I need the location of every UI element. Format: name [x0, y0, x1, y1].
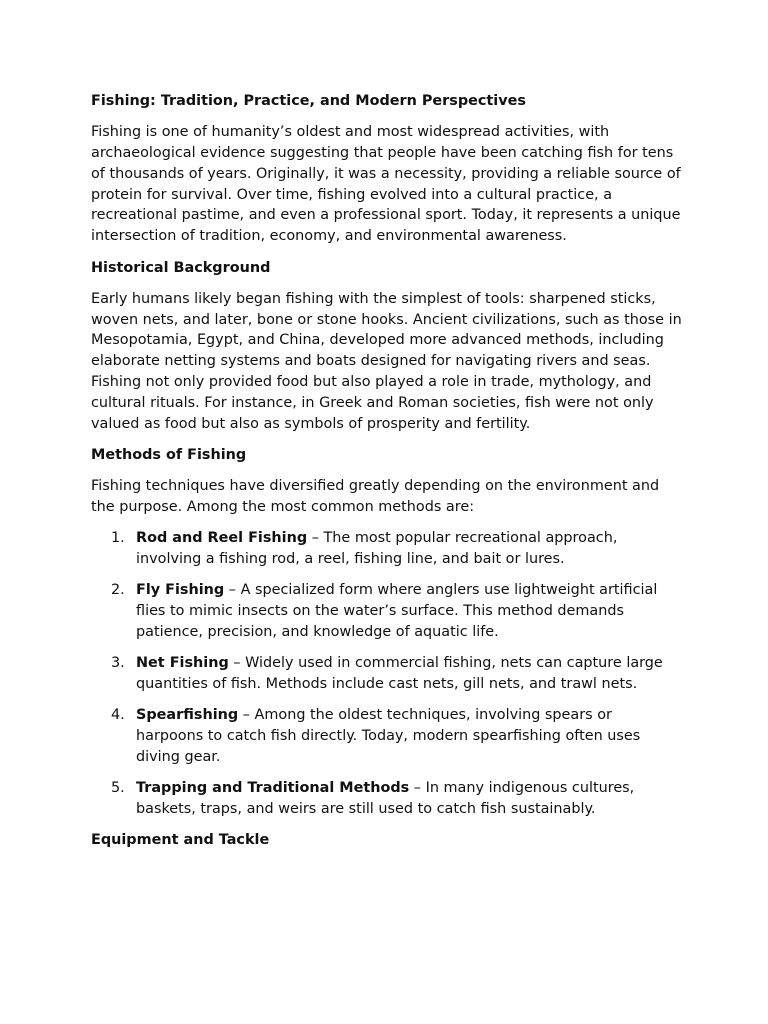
list-item-number: 2. [111, 582, 125, 599]
document-title: Fishing: Tradition, Practice, and Modern Perspectives [91, 93, 526, 109]
list-item-description: – In many indigenous cultures, baskets, traps, and weirs are still used to catch fish sustainably. [136, 780, 635, 818]
list-item [91, 528, 683, 570]
list-item-term: Spearfishing [136, 707, 239, 724]
list-item [91, 653, 683, 695]
list-item-term: Rod and Reel Fishing [136, 530, 308, 547]
history-paragraph: Early humans likely began fishing with the simplest of tools: sharpened sticks, woven nets, and later, bone or stone hooks. Ancient civilizations, such as those in Mesopotamia, Egypt, and China, developed more advanced methods, including elaborate netting systems and boats designed for navigating rivers and seas. Fishing not only provided food but also played a role in trade, mythology, and cultural rituals. For instance, in Greek and Roman societies, fish were not only valued as food but also as symbols of prosperity and fertility. [91, 290, 682, 432]
section-heading-history: Historical Background [91, 259, 271, 276]
list-item-term: Net Fishing [136, 655, 229, 672]
list-item [91, 705, 683, 767]
list-item-term: Fly Fishing [136, 582, 225, 599]
list-item-number: 3. [111, 655, 125, 672]
list-item [91, 580, 683, 642]
intro-paragraph: Fishing is one of humanity’s oldest and most widespread activities, with archaeological evidence suggesting that people have been catching fish for tens of thousands of years. Originally, it was a necessity, providing a reliable source of protein for survival. Over time, fishing evolved into a cultural practice, a recreational pastime, and even a professional sport. Today, it represents a unique intersection of tradition, economy, and environmental awareness. [91, 124, 681, 245]
list-item-number: 4. [111, 707, 125, 724]
methods-paragraph: Fishing techniques have diversified greatly depending on the environment and the purpose. Among the most common methods are: [91, 478, 660, 516]
list-item-description: – Widely used in commercial fishing, nets can capture large quantities of fish. Methods include cast nets, gill nets, and trawl nets. [136, 655, 663, 693]
list-item-number: 5. [111, 780, 125, 797]
list-item-description: – The most popular recreational approach, involving a fishing rod, a reel, fishing line, and bait or lures. [136, 530, 618, 568]
list-item-number: 1. [111, 530, 125, 547]
section-heading-equipment: Equipment and Tackle [91, 832, 270, 849]
document-page [91, 91, 683, 851]
list-item [91, 778, 683, 820]
list-item-description: – Among the oldest techniques, involving spears or harpoons to catch fish directly. Today, modern spearfishing often uses diving gear. [136, 707, 641, 766]
section-heading-methods: Methods of Fishing [91, 446, 247, 463]
list-item-term: Trapping and Traditional Methods [136, 780, 410, 797]
list-item-description: – A specialized form where anglers use lightweight artificial flies to mimic insects on the water’s surface. This method demands patience, precision, and knowledge of aquatic life. [136, 582, 658, 641]
methods-list [91, 528, 683, 820]
